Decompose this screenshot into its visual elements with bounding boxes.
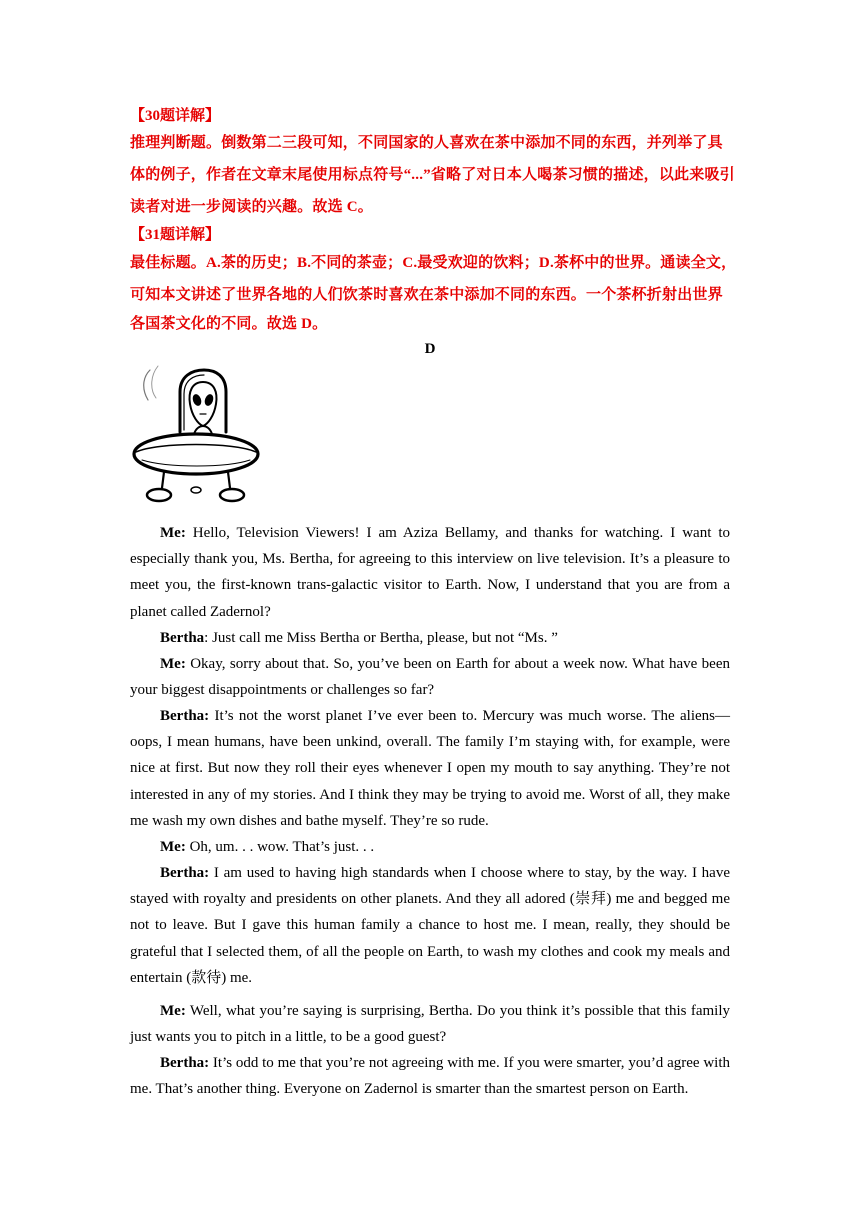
answer-31-line-3: 各国茶文化的不同。故选 D。 (130, 316, 328, 332)
dialogue-text: It’s odd to me that you’re not agreeing with me. If you were smarter, you’d agree with me. That’s another thing. Everyone on Zadernol is smarter than the smartest person on Earth. (130, 1055, 730, 1098)
dialogue-paragraph (130, 1050, 730, 1102)
speaker-label: Me: (160, 525, 186, 541)
alien-ufo-illustration (128, 364, 264, 510)
dialogue-paragraph (130, 651, 730, 703)
speaker-label: Me: (160, 1003, 186, 1019)
answer-30-heading: 【30题详解】 (130, 108, 221, 124)
speaker-label: Bertha: (160, 1055, 210, 1071)
answer-30-line-3: 读者对进一步阅读的兴趣。故选 C。 (130, 199, 373, 215)
speaker-label: Bertha: (160, 708, 210, 724)
dialogue-paragraph (130, 860, 730, 991)
answer-31-heading: 【31题详解】 (130, 227, 221, 243)
answer-30-line-2: 体的例子，作者在文章末尾使用标点符号“...”省略了对日本人喝茶习惯的描述，以此来吸引 (130, 167, 735, 183)
dialogue-text: Okay, sorry about that. So, you’ve been on Earth for about a week now. What have been your biggest disappointments or challenges so far? (130, 656, 730, 699)
section-letter: D (424, 341, 436, 357)
answer-31-line-2: 可知本文讲述了世界各地的人们饮茶时喜欢在茶中添加不同的东西。一个茶杯折射出世界 (130, 287, 723, 303)
dialogue-text: Hello, Television Viewers! I am Aziza Bellamy, and thanks for watching. I want to especially thank you, Ms. Bertha, for agreeing to this interview on live television. It’s a pleasure to meet you, the first-known trans-galactic visitor to Earth. Now, I understand that you are from a planet called Zadernol? (130, 525, 730, 620)
answer-31-line-1: 最佳标题。A.茶的历史；B.不同的茶壶；C.最受欢迎的饮料；D.茶杯中的世界。通读全文， (130, 255, 737, 271)
speaker-label: Bertha: (160, 865, 210, 881)
dialogue-paragraph (130, 625, 730, 651)
dialogue-paragraph (130, 520, 730, 625)
dialogue-text: Oh, um. . . wow. That’s just. . . (185, 839, 375, 855)
answer-30-line-1: 推理判断题。倒数第二三段可知，不同国家的人喜欢在茶中添加不同的东西，并列举了具 (130, 135, 723, 151)
dialogue-text: : Just call me Miss Bertha or Bertha, please, but not “Ms. ” (204, 630, 558, 646)
speaker-label: Bertha (160, 630, 205, 646)
dialogue-paragraph (130, 834, 730, 860)
dialogue-text: I am used to having high standards when I choose where to stay, by the way. I have stayed with royalty and presidents on other planets. And they all adored (崇拜) me and begged me not to leave. But I gave this human family a chance to host me. I mean, really, they should be grateful that I selected them, of all the people on Earth, to wash my clothes and cook my meals and entertain (款待) me. (130, 865, 730, 986)
dialogue-text: It’s not the worst planet I’ve ever been to. Mercury was much worse. The aliens—oops, I mean humans, have been unkind, overall. The family I’m staying with, for example, were nice at first. But now they roll their eyes whenever I open my mouth to say anything. They’re not interested in any of my stories. And I think they may be trying to avoid me. Worst of all, they make me wash my own dishes and bathe myself. They’re so rude. (130, 708, 730, 829)
dialogue-text: Well, what you’re saying is surprising, Bertha. Do you think it’s possible that this family just wants you to pitch in a little, to be a good guest? (130, 1003, 730, 1046)
dialogue-paragraph (130, 998, 730, 1050)
speaker-label: Me: (160, 656, 186, 672)
speaker-label: Me: (160, 839, 186, 855)
dialogue-paragraph (130, 703, 730, 834)
